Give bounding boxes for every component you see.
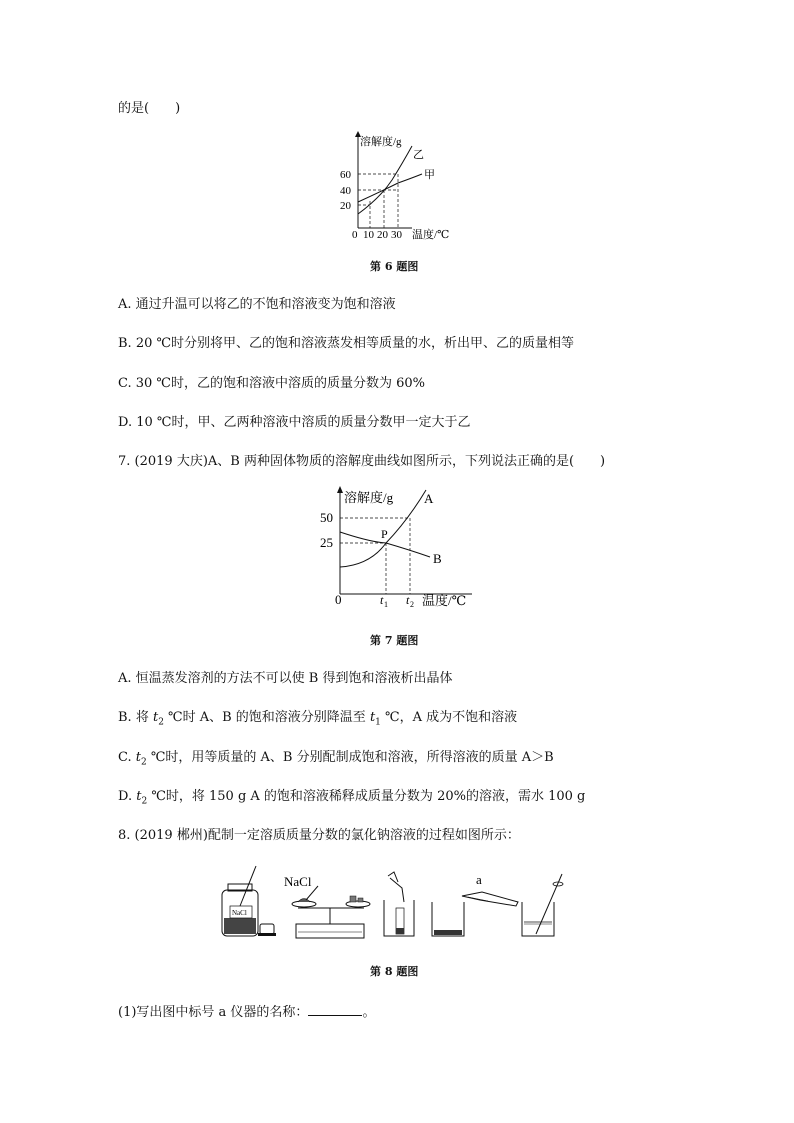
q8-procedure-figure (218, 862, 580, 944)
label-a: a (476, 872, 482, 887)
q8-subquestion-1: (1)写出图中标号 a 仪器的名称： 。 (118, 1005, 376, 1020)
reagent-jar-icon (222, 866, 276, 936)
q7-solubility-chart (300, 480, 490, 612)
q7-point-p: P (381, 527, 388, 541)
q6-xtick-30: 30 (391, 229, 402, 241)
q6-xtick-10: 10 (363, 229, 374, 241)
q7-ylabel: 溶解度/g (344, 490, 394, 505)
q6-series-jia: 甲 (424, 169, 435, 181)
q6-ytick-60: 60 (340, 169, 351, 181)
jar-label: NaCl (232, 909, 247, 917)
q6-xlabel: 温度/℃ (412, 229, 450, 241)
curve-yi (358, 146, 412, 214)
q6-series-yi: 乙 (413, 149, 424, 161)
q6-xtick-0: 0 (352, 229, 358, 241)
pouring-beaker-icon (462, 872, 518, 906)
balance-scale-icon (284, 874, 370, 938)
q7-xtick-t2: t (406, 593, 410, 607)
beaker-icon (432, 902, 464, 936)
question-fragment: 的是( ) (118, 101, 181, 116)
q7-option-d: D. $t_2$ ℃时，将 150 g A 的饱和溶液稀释成质量分数为 20%的溶液，需水 100 g (118, 789, 586, 807)
q7-xtick-t1: t (380, 593, 384, 607)
q6-ytick-20: 20 (340, 200, 351, 212)
q6-ytick-40: 40 (340, 185, 351, 197)
q6-solubility-chart (320, 128, 460, 244)
beaker-cylinder-icon (384, 872, 414, 936)
q6-option-a: A. 通过升温可以将乙的不饱和溶液变为饱和溶液 (118, 297, 396, 312)
q7-series-b: B (433, 551, 442, 566)
q6-ylabel: 溶解度/g (360, 136, 402, 148)
q7-xlabel: 温度/℃ (422, 593, 467, 608)
curve-jia (358, 174, 422, 202)
answer-blank[interactable] (308, 1003, 362, 1016)
q7-option-c: C. $t_2$ ℃时，用等质量的 A、B 分别配制成饱和溶液，所得溶液的质量 A＞B (118, 750, 554, 768)
q7-origin: 0 (335, 592, 342, 607)
q8-stem: 8. (2019 郴州)配制一定溶质质量分数的氯化钠溶液的过程如图所示： (118, 828, 520, 843)
q6-xtick-20: 20 (377, 229, 388, 241)
q7-caption: 第 7 题图 (370, 634, 419, 647)
stirring-beaker-icon (522, 874, 563, 936)
q7-stem: 7. (2019 大庆)A、B 两种固体物质的溶解度曲线如图所示，下列说法正确的是( ) (118, 454, 606, 469)
nacl-label: NaCl (284, 874, 312, 889)
q7-option-b: B. 将 $t_2$ ℃时 A、B 的饱和溶液分别降温至 $t_1$ ℃，A 成为不饱和溶液 (118, 710, 518, 728)
q8-caption: 第 8 题图 (370, 965, 419, 978)
q7-ytick-25: 25 (320, 535, 333, 550)
q6-option-c: C. 30 ℃时，乙的饱和溶液中溶质的质量分数为 60% (118, 376, 425, 391)
q7-option-a: A. 恒温蒸发溶剂的方法不可以使 B 得到饱和溶液析出晶体 (118, 671, 453, 686)
q7-ytick-50: 50 (320, 510, 333, 525)
q7-xtick-t1-sub: 1 (384, 600, 388, 609)
q7-xtick-t2-sub: 2 (410, 600, 414, 609)
q6-option-d: D. 10 ℃时，甲、乙两种溶液中溶质的质量分数甲一定大于乙 (118, 415, 471, 430)
q6-option-b: B. 20 ℃时分别将甲、乙的饱和溶液蒸发相等质量的水，析出甲、乙的质量相等 (118, 336, 575, 351)
q6-caption: 第 6 题图 (370, 260, 419, 273)
q7-series-a: A (424, 491, 434, 506)
